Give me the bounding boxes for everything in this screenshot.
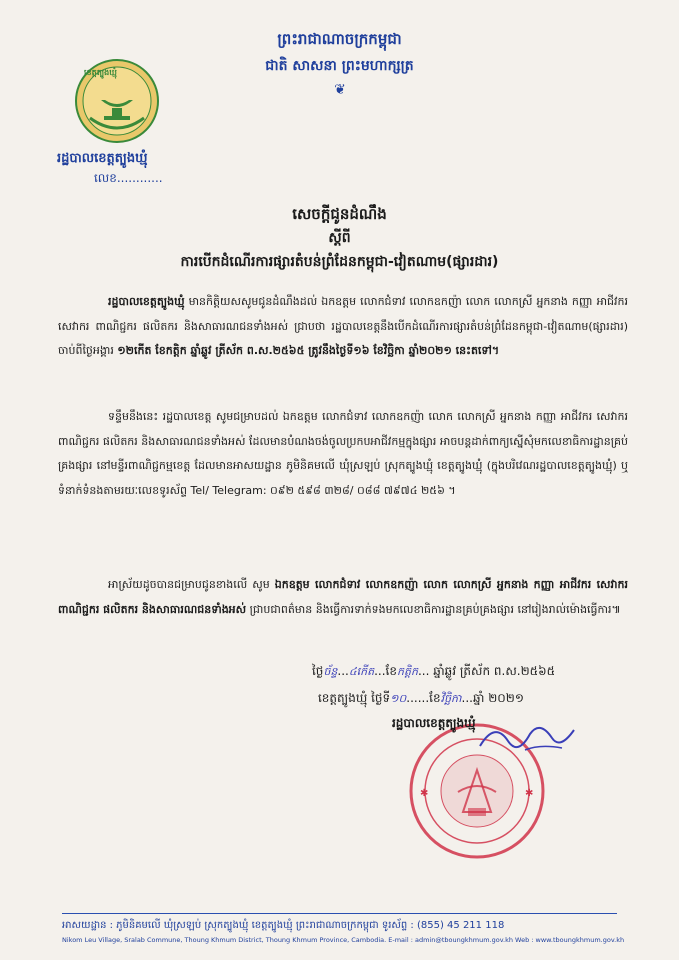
handwritten-signature xyxy=(470,716,580,766)
lunar-phase-handwritten: ៤កើត xyxy=(348,665,375,678)
logo-lettering: ខេត្តត្បូងឃ្មុំ xyxy=(84,68,117,77)
solar-date-prefix: ខេត្តត្បូងឃ្មុំ ថ្ងៃទី xyxy=(318,691,391,705)
paragraph-3-addressees: ឯកឧត្តម លោកជំទាវ លោកឧកញ៉ា លោក លោកស្រី អ្នកនាង កញ្ញា អាជីវករ សេវាករ ពាណិជ្ជករ ផលិតករ និងសាធារណជនទាំងអស់ xyxy=(58,578,628,616)
paragraph-1-text: មានកិត្តិយសសូមជូនដំណឹងដល់ ឯកឧត្តម លោកជំទាវ លោកឧកញ៉ា លោក លោកស្រី អ្នកនាង កញ្ញា អាជីវករ សេវាករ ពាណិជ្ជករ ផលិតករ និងសាធារណជនទាំងអស់ ជ្រាបថា រដ្ឋបាលខេត្តនឹងបើកដំណើរការផ្សារតំបន់ព្រំដែនកម្ពុជា-វៀតណាម(ផ្សារដារ) ចាប់ពីថ្ងៃអង្គារ xyxy=(58,295,628,357)
lunar-day-handwritten: ច័ន្ទ xyxy=(323,665,338,678)
solar-month-label: ......ខែ xyxy=(406,691,441,705)
lunar-year: ... ឆ្នាំឆ្លូវ ត្រីស័ក ព.ស.២៥៦៥ xyxy=(417,664,556,678)
paragraph-lead-office: រដ្ឋបាលខេត្តត្បូងឃ្មុំ xyxy=(108,295,185,308)
footer-address-khmer: អាសយដ្ឋាន : ភូមិនិគមលើ ឃុំស្រឡប់ ស្រុកត្បូងឃ្មុំ ខេត្តត្បូងឃ្មុំ ព្រះរាជាណាចក្រកម្ពុជា ទូរស័ព្ទ : (855) 45 211 118 xyxy=(62,920,505,931)
body-paragraph-2: ទន្ទឹមនឹងនេះ រដ្ឋបាលខេត្ត សូមជម្រាបដល់ ឯកឧត្តម លោកជំទាវ លោកឧកញ៉ា លោក លោកស្រី អ្នកនាង កញ្ញា អាជីវករ សេវាករ ពាណិជ្ជករ ផលិតករ និងសាធារណជនទាំងអស់ ដែលមានបំណងចង់ចូលប្រកបអាជីវកម្មក្នុងផ្សារ អាចបន្តដាក់ពាក្យស្នើសុំមកលេខាធិការដ្ឋានគ្រប់គ្រងផ្សារ នៅមន្ទីរពាណិជ្ជកម្មខេត្ត ដែលមានអាសយដ្ឋាន ភូមិនិគមលើ ឃុំស្រឡប់ ស្រុកត្បូងឃ្មុំ ខេត្តត្បូងឃ្មុំ (ក្នុងបរិវេណរដ្ឋបាលខេត្តត្បូងឃ្មុំ) ឬទំនាក់ទំនងតាមរយៈលេខទូរស័ព្ទ Tel/ Telegram: ០៩២ ៥៩៨ ៣២៨/ ០៨៨ ៧៩៧៤ ២៥៦ ។ xyxy=(58,410,628,497)
kingdom-heading: ព្រះរាជាណាចក្រកម្ពុជា xyxy=(277,30,402,48)
national-motto: ជាតិ សាសនា ព្រះមហាក្សត្រ xyxy=(265,58,414,74)
svg-text:✱: ✱ xyxy=(525,788,534,799)
body-paragraph-3 xyxy=(58,573,628,622)
solar-year: ...ឆ្នាំ ២០២១ xyxy=(461,691,524,705)
signing-office: រដ្ឋបាលខេត្តត្បូងឃ្មុំ xyxy=(392,716,476,730)
paragraph-3-tail: ជ្រាបជាពត៌មាន និងធ្វើការទាក់ទងមកលេខាធិការដ្ឋានគ្រប់គ្រងផ្សារ នៅរៀងរាល់ម៉ោងធ្វើការ៕ xyxy=(246,602,621,616)
issuing-office: រដ្ឋបាលខេត្តត្បូងឃ្មុំ xyxy=(57,151,148,166)
lunar-date-dots: ... xyxy=(337,664,349,678)
lunar-date-line xyxy=(312,663,555,681)
lunar-month-handwritten: កត្តិក xyxy=(396,665,418,678)
subject-label: ស្តីពី xyxy=(328,230,351,246)
solar-month-handwritten: វិច្ឆិកា xyxy=(440,692,462,705)
solar-day-handwritten: ១០ xyxy=(390,692,407,705)
svg-text:✱: ✱ xyxy=(420,788,429,799)
lunar-date-prefix: ថ្ងៃ xyxy=(312,664,324,678)
lunar-month-label: ...ខែ xyxy=(374,664,397,678)
solar-date-line xyxy=(318,690,524,708)
body-paragraph-1 xyxy=(58,290,628,364)
footer-rule xyxy=(62,913,617,914)
footer-address-english: Nikom Leu Village, Sralab Commune, Thoung Khmum District, Thoung Khmum Province, Cambodia. E-mail : admin@tboungkhmum.gov.kh Web : www.tboungkhmum.gov.kh xyxy=(62,936,625,944)
ornament-divider: ❦ xyxy=(334,82,346,98)
notice-title: សេចក្តីជូនដំណឹង xyxy=(292,205,387,223)
effective-date: ១២កើត ខែកត្តិក ឆ្នាំឆ្លូវ ត្រីស័ក ព.ស.២៥៦៥ ត្រូវនឹងថ្ងៃទី១៦ ខែវិច្ឆិកា ឆ្នាំ២០២១ នេះតទៅ។ xyxy=(117,344,500,357)
notice-subject: ការបើកដំណើរការផ្សារតំបន់ព្រំដែនកម្ពុជា-វៀតណាម(ផ្សារដារ) xyxy=(180,254,499,270)
paragraph-3-lead: អាស្រ័យដូចបានជម្រាបជូនខាងលើ សូម xyxy=(108,578,275,591)
reference-number: លេខ............ xyxy=(94,171,163,185)
